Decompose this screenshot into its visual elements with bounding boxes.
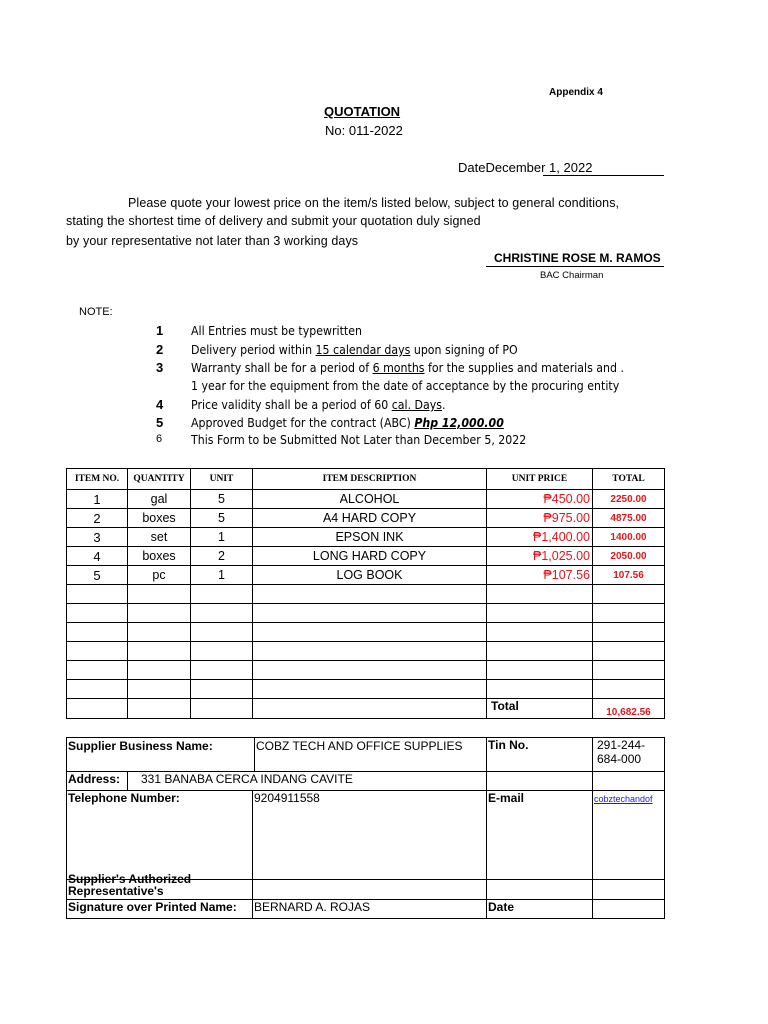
intro-line-2: stating the shortest time of delivery and submit your quotation duly signed	[66, 214, 481, 228]
table-row	[67, 566, 665, 585]
header-unit-price: UNIT PRICE	[487, 469, 593, 490]
header-quantity: QUANTITY	[128, 469, 191, 490]
address-blank	[487, 772, 593, 791]
total-cell: 1400.00	[593, 528, 665, 547]
note-number: 2	[156, 342, 164, 357]
unit-price-cell: ₱1,025.00	[487, 547, 593, 566]
table-row	[67, 528, 665, 547]
description-cell: ALCOHOL	[253, 490, 487, 509]
rep-label-clipped: Supplier's Authorized	[68, 872, 192, 886]
date-value: December 1, 2022	[485, 160, 593, 175]
email-label: E-mail	[487, 791, 593, 880]
total-label: Total	[487, 699, 593, 719]
business-name-value: COBZ TECH AND OFFICE SUPPLIES	[254, 738, 462, 771]
bac-chairman-name: CHRISTINE ROSE M. RAMOS	[494, 251, 661, 265]
rep-label: Representative's	[68, 884, 164, 898]
email-value-cell	[593, 791, 665, 880]
rep-label-cell	[67, 872, 253, 900]
note-emphasis: Php 12,000.00	[414, 415, 504, 430]
tin-label: Tin No.	[487, 738, 593, 772]
note-text-part: Warranty shall be for a period of	[191, 360, 373, 375]
unit-cell: 5	[191, 509, 253, 528]
signature-value: BERNARD A. ROJAS	[253, 900, 487, 919]
quantity-cell: pc	[128, 566, 191, 585]
empty-row	[67, 623, 665, 642]
note-text-part: Price validity shall be a period of 60	[191, 397, 392, 412]
note-text: 1 year for the equipment from the date of acceptance by the procuring entity	[191, 378, 620, 393]
empty-row	[67, 680, 665, 699]
table-row	[67, 490, 665, 509]
intro-line-3: by your representative not later than 3 working days	[66, 234, 359, 248]
total-cell: 4875.00	[593, 509, 665, 528]
phone-label: Telephone Number:	[67, 791, 253, 880]
item-no-cell: 1	[67, 490, 128, 509]
quantity-cell: set	[128, 528, 191, 547]
items-table	[66, 468, 665, 719]
rep-blank	[487, 880, 593, 900]
unit-cell: 1	[191, 566, 253, 585]
note-text: All Entries must be typewritten	[191, 323, 362, 338]
address-blank	[593, 772, 665, 791]
item-no-cell: 5	[67, 566, 128, 585]
unit-price-cell: ₱975.00	[487, 509, 593, 528]
rep-blank	[593, 880, 665, 900]
grand-total: 10,682.56	[593, 699, 665, 719]
supplier-rep-row	[67, 880, 665, 900]
note-text	[191, 360, 624, 375]
unit-cell: 5	[191, 490, 253, 509]
supplier-address-row	[67, 772, 665, 791]
unit-price-cell: ₱107.56	[487, 566, 593, 585]
item-no-cell: 3	[67, 528, 128, 547]
note-text-part: Delivery period within	[191, 342, 316, 357]
note-text-part: for the supplies and materials and .	[424, 360, 625, 375]
phone-value: 9204911558	[253, 791, 487, 880]
address-value: 331 BANABA CERCA INDANG CAVITE	[128, 772, 487, 791]
document-title: QUOTATION	[324, 104, 401, 119]
appendix-label: Appendix 4	[549, 87, 603, 98]
rep-blank	[253, 880, 487, 900]
description-cell: LOG BOOK	[253, 566, 487, 585]
header-unit: UNIT	[191, 469, 253, 490]
signature-line	[486, 266, 664, 267]
item-no-cell: 2	[67, 509, 128, 528]
quotation-number: No: 011-2022	[325, 123, 403, 138]
supplier-table	[66, 737, 665, 919]
unit-cell: 2	[191, 547, 253, 566]
address-label: Address:	[67, 772, 128, 791]
description-cell: EPSON INK	[253, 528, 487, 547]
supplier-business-row	[67, 738, 665, 772]
date-signed-value	[593, 900, 665, 919]
note-number: 1	[156, 323, 164, 338]
unit-cell: 1	[191, 528, 253, 547]
item-no-cell: 4	[67, 547, 128, 566]
business-name-cell	[67, 738, 487, 772]
header-item-description: ITEM DESCRIPTION	[253, 469, 487, 490]
note-number: 3	[156, 360, 164, 375]
intro-line-1: Please quote your lowest price on the item/s listed below, subject to general conditions,	[128, 196, 620, 210]
unit-price-cell: ₱1,400.00	[487, 528, 593, 547]
signature-label: Signature over Printed Name:	[67, 900, 253, 919]
quantity-cell: boxes	[128, 547, 191, 566]
bac-chairman-role: BAC Chairman	[540, 270, 604, 281]
unit-price-cell: ₱450.00	[487, 490, 593, 509]
note-number: 5	[156, 415, 164, 430]
header-total: TOTAL	[593, 469, 665, 490]
note-text	[191, 397, 446, 412]
supplier-phone-row	[67, 791, 665, 880]
description-cell: LONG HARD COPY	[253, 547, 487, 566]
tin-value: 291-244-684-000	[593, 738, 665, 772]
table-row	[67, 509, 665, 528]
note-text	[191, 342, 518, 357]
note-text-part: .	[442, 397, 446, 412]
note-text-part: Approved Budget for the contract (ABC)	[191, 415, 415, 430]
description-cell: A4 HARD COPY	[253, 509, 487, 528]
table-row	[67, 547, 665, 566]
note-emphasis: cal. Days	[391, 397, 443, 412]
date-row	[458, 160, 592, 175]
empty-row	[67, 642, 665, 661]
header-item-no: ITEM NO.	[67, 469, 128, 490]
email-link[interactable]: cobztechandof	[594, 794, 653, 804]
date-underline	[543, 175, 664, 176]
quantity-cell: gal	[128, 490, 191, 509]
date-label: Date	[458, 160, 486, 175]
note-emphasis: 15 calendar days	[315, 342, 411, 357]
total-cell: 2050.00	[593, 547, 665, 566]
note-emphasis: 6 months	[372, 360, 425, 375]
supplier-signature-row	[67, 900, 665, 919]
total-cell: 2250.00	[593, 490, 665, 509]
note-text	[191, 415, 504, 430]
note-number: 6	[156, 433, 163, 445]
business-name-label: Supplier Business Name:	[68, 739, 213, 753]
empty-row	[67, 604, 665, 623]
total-cell: 107.56	[593, 566, 665, 585]
date-signed-label: Date	[487, 900, 593, 919]
quantity-cell: boxes	[128, 509, 191, 528]
note-text: This Form to be Submitted Not Later than December 5, 2022	[191, 432, 527, 447]
empty-row	[67, 585, 665, 604]
total-row	[67, 699, 665, 719]
empty-row	[67, 661, 665, 680]
note-number: 4	[156, 397, 164, 412]
table-header-row	[67, 469, 665, 490]
note-label: NOTE:	[79, 306, 113, 318]
note-text-part: upon signing of PO	[410, 342, 518, 357]
